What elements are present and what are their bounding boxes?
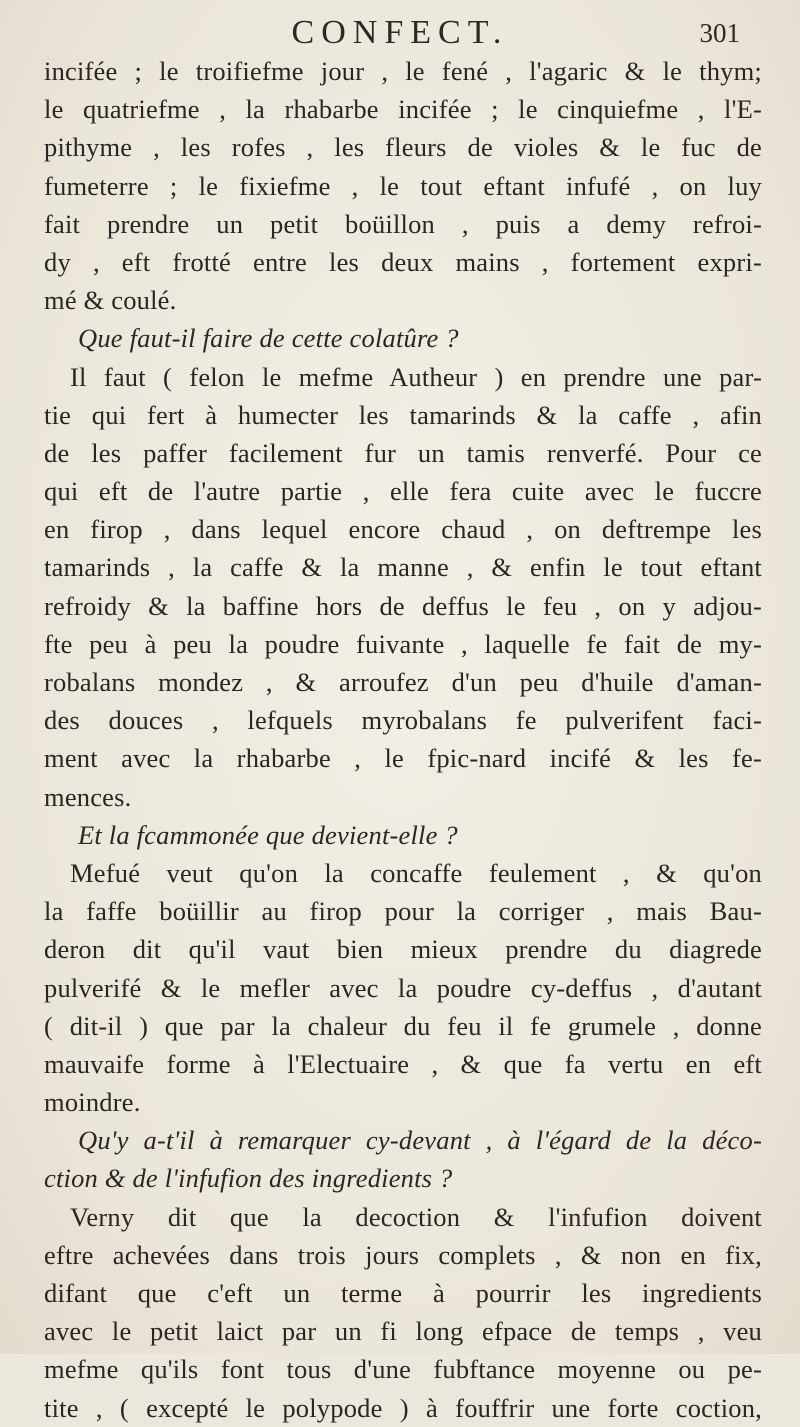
page-number: 301 (699, 18, 740, 48)
text-line: incifée ; le troifiefme jour , le fené , l'agaric & le thym; (44, 56, 762, 86)
text-line: mauvaife forme à l'Electuaire , & que fa vertu en eft (44, 1048, 762, 1079)
text-line: ( dit-il ) que par la chaleur du feu il fe grumele , donne (44, 1010, 762, 1041)
text-line: pithyme , les rofes , les fleurs de violes & le fuc de (44, 132, 762, 163)
text-line: pulverifé & le mefler avec la poudre cy-deffus , d'autant (44, 972, 762, 1003)
text-line: qui eft de l'autre partie , elle fera cuite avec le fuccre (44, 476, 762, 507)
text-line: deron dit qu'il vaut bien mieux prendre du diagrede (44, 934, 762, 965)
text-line: fte peu à peu la poudre fuivante , laquelle fe fait de my- (44, 628, 762, 659)
text-line: mefme qu'ils font tous d'une fubftance moyenne ou pe- (44, 1354, 762, 1385)
text-line: mences. (44, 781, 132, 812)
text-line: ment avec la rhabarbe , le fpic-nard incifé & les fe- (44, 743, 762, 774)
text-line: en firop , dans lequel encore chaud , on deftrempe les (44, 514, 762, 545)
text-line: fumeterre ; le fixiefme , le tout eftant infufé , on luy (44, 170, 762, 201)
text-line: de les paffer facilement fur un tamis renverfé. Pour ce (44, 437, 762, 468)
question-heading: Qu'y a-t'il à remarquer cy-devant , à l'égard de la déco- (78, 1125, 762, 1156)
text-line: tite , ( excepté le polypode ) à fouffrir une forte coction, (44, 1392, 762, 1423)
text-line: robalans mondez , & arroufez d'un peu d'huile d'aman- (44, 667, 762, 697)
text-line: Verny dit que la decoction & l'infufion doivent (70, 1201, 762, 1232)
text-line: refroidy & la baffine hors de deffus le feu , on y adjou- (44, 590, 762, 621)
text-line: Mefué veut qu'on la concaffe feulement , & qu'on (70, 857, 762, 888)
running-head: CONFECT. (291, 14, 509, 51)
question-heading: Que faut-il faire de cette colatûre ? (78, 323, 459, 354)
body-text (44, 52, 762, 1427)
text-line: avec le petit laict par un fi long efpace de temps , veu (44, 1316, 762, 1347)
text-line: tamarinds , la caffe & la manne , & enfin le tout eftant (44, 552, 762, 583)
text-line: Il faut ( felon le mefme Autheur ) en prendre une par- (70, 361, 762, 392)
text-line: eftre achevées dans trois jours complets , & non en fix, (44, 1239, 762, 1270)
page-header (0, 14, 800, 54)
text-line: dy , eft frotté entre les deux mains , fortement expri- (44, 246, 762, 277)
text-line: des douces , lefquels myrobalans fe pulverifent faci- (44, 705, 762, 736)
question-heading: Et la fcammonée que devient-elle ? (78, 819, 458, 850)
text-line: difant que c'eft un terme à pourrir les ingredients (44, 1278, 762, 1308)
text-line: tie qui fert à humecter les tamarinds & la caffe , afin (44, 399, 762, 430)
text-line: moindre. (44, 1087, 141, 1118)
text-line: fait prendre un petit boüillon , puis a demy refroi- (44, 208, 762, 239)
question-heading: ction & de l'infufion des ingredients ? (44, 1163, 453, 1194)
text-line: le quatriefme , la rhabarbe incifée ; le cinquiefme , l'E- (44, 94, 762, 125)
text-line: mé & coulé. (44, 285, 177, 316)
text-line: la faffe boüillir au firop pour la corriger , mais Bau- (44, 896, 762, 927)
